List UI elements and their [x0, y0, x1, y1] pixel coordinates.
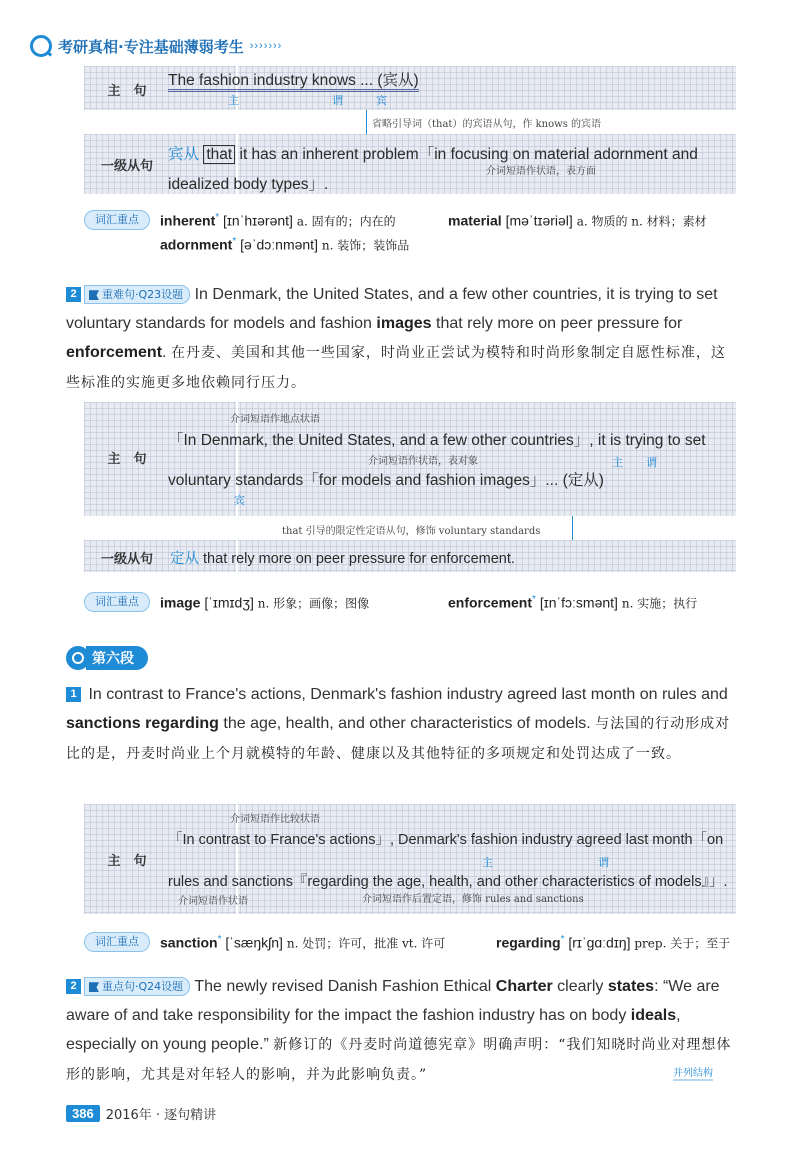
page-header: [30, 32, 282, 60]
chinese-translation: 与法国的行动形成对比的是，丹麦时尚业上个月就模特的年龄、健康以及其他特征的多项规定和处罚达成了一致。: [66, 716, 731, 762]
tag-predicate: 谓: [646, 456, 657, 469]
sentence-number-badge: 2: [66, 287, 81, 302]
tag-subject: 主: [612, 456, 623, 469]
sub-clause-note: 介词短语作状语，表方面: [486, 166, 596, 177]
section-q-icon: [66, 646, 90, 670]
sentence-number-badge: 1: [66, 687, 81, 702]
vocab-item: inherent* [ɪnˈhɪərənt] a. 固有的；内在的: [160, 212, 396, 229]
page-number: 386: [66, 1105, 100, 1122]
flag-icon: [89, 290, 99, 300]
section-heading: [66, 646, 148, 670]
row-label-main: 主 句: [107, 854, 147, 869]
sentence-number-badge: 2: [66, 979, 81, 994]
english-sentence: The newly revised Danish Fashion Ethical Charter clearly states: “We are aware of and take responsibility for the impact the fashion industry has on body ideals, especially on young people.”: [66, 978, 720, 1053]
analysis-box-main-1: [84, 66, 736, 110]
header-title: 考研真相·专注基础薄弱考生: [58, 37, 244, 56]
chinese-translation: 在丹麦、美国和其他一些国家，时尚业正尝试为模特和时尚形象制定自愿性标准，这些标准的实施更多地依赖同行压力。: [66, 345, 726, 391]
vocab-item: regarding* [rɪˈgɑːdɪŋ] prep. 关于；至于: [496, 934, 731, 951]
analysis-box-main-3: [84, 804, 736, 914]
main-line-1: 「In Denmark, the United States, and a few other countries」, it is trying to set: [168, 432, 706, 449]
vocab-item: sanction* [ˈsæŋkʃn] n. 处罚；许可，批准 vt. 许可: [160, 934, 446, 951]
main-sentence: The fashion industry knows ... (宾从): [168, 68, 419, 90]
paragraph-6-1: [66, 680, 738, 769]
page-footer: [66, 1104, 216, 1123]
tag-object: 宾: [234, 494, 245, 507]
vocab-tag: 词汇重点: [84, 932, 150, 952]
sub-clause: 定从 that rely more on peer pressure for enforcement.: [170, 551, 515, 567]
sub-clause-line-2: idealized body types」.: [168, 176, 329, 193]
row-label-sub: 一级从句: [100, 159, 153, 174]
vocab-item: material [məˈtɪəriəl] a. 物质的 n. 材料；素材: [448, 212, 707, 229]
note-comparison-adverbial: 介词短语作比较状语: [230, 814, 320, 825]
question-tag: 重难句·Q23设题: [84, 285, 190, 304]
section-title: 第六段: [86, 646, 148, 670]
chinese-translation: 新修订的《丹麦时尚道德宪章》明确声明：“我们知晓时尚业对理想体形的影响，尤其是对年轻人的影响，并为此影响负责。”: [66, 1037, 732, 1083]
main-line-1: 「In contrast to France's actions」, Denmark's fashion industry agreed last month「on: [168, 832, 724, 848]
question-tag: 重点句·Q24设题: [84, 977, 190, 996]
paragraph-q24: [66, 972, 738, 1090]
vocab-item: image [ˈɪmɪdʒ] n. 形象；画像；图像: [160, 594, 370, 611]
tag-subject: 主: [228, 94, 239, 107]
note-postpositive-attributive: 介词短语作后置定语，修饰 rules and sanctions: [362, 894, 584, 905]
analysis-box-main-2: [84, 402, 736, 516]
vocab-item: enforcement* [ɪnˈfɔːsmənt] n. 实施；执行: [448, 594, 698, 611]
row-label-main: 主 句: [107, 452, 147, 467]
parallel-structure-tag: 并列结构: [673, 1064, 713, 1081]
vocab-tag: 词汇重点: [84, 210, 150, 230]
analysis-box-sub-1: [84, 134, 736, 194]
vocab-item: adornment* [əˈdɔːnmənt] n. 装饰；装饰品: [160, 236, 410, 253]
row-label-main: 主 句: [107, 84, 147, 99]
flag-icon: [89, 982, 99, 992]
main-line-2: voluntary standards「for models and fashion images」... (定从): [168, 472, 604, 489]
arrow-line: [572, 516, 573, 540]
sub-clause-line-1: 宾从 that it has an inherent problem「in focusing on material adornment and: [168, 145, 698, 163]
arrow-line: [366, 110, 367, 134]
english-sentence: In Denmark, the United States, and a few other countries, it is trying to set voluntary standards for models and fashion images that rely more on peer pressure for enforcement.: [66, 286, 718, 361]
row-label-sub: 一级从句: [100, 552, 153, 567]
main-line-2: rules and sanctions『regarding the age, health, and other characteristics of models』」.: [168, 874, 728, 890]
tag-object: 宾: [376, 94, 387, 107]
tag-predicate: 谓: [598, 856, 609, 869]
tag-predicate: 谓: [332, 94, 343, 107]
note-object-adverbial: 介词短语作状语，表对象: [368, 456, 478, 467]
header-arrows-icon: ›››››››: [249, 40, 283, 52]
note-adverbial: 介词短语作状语: [178, 896, 248, 907]
analysis-box-sub-2: [84, 540, 736, 572]
logo-q-icon: [30, 35, 52, 57]
note-location-adverbial: 介词短语作地点状语: [230, 414, 320, 425]
tag-subject: 主: [482, 856, 493, 869]
paragraph-q23: [66, 280, 738, 398]
english-sentence: In contrast to France's actions, Denmark's fashion industry agreed last month on rules and sanctions regarding the age, health, and other characteristics of models.: [66, 686, 728, 732]
relative-clause-note: that 引导的限定性定语从句，修饰 voluntary standards: [282, 526, 541, 537]
object-clause-note: 省略引导词（that）的宾语从句，作 knows 的宾语: [372, 119, 602, 130]
vocab-tag: 词汇重点: [84, 592, 150, 612]
footer-text: 2016年 · 逐句精讲: [105, 1108, 217, 1123]
